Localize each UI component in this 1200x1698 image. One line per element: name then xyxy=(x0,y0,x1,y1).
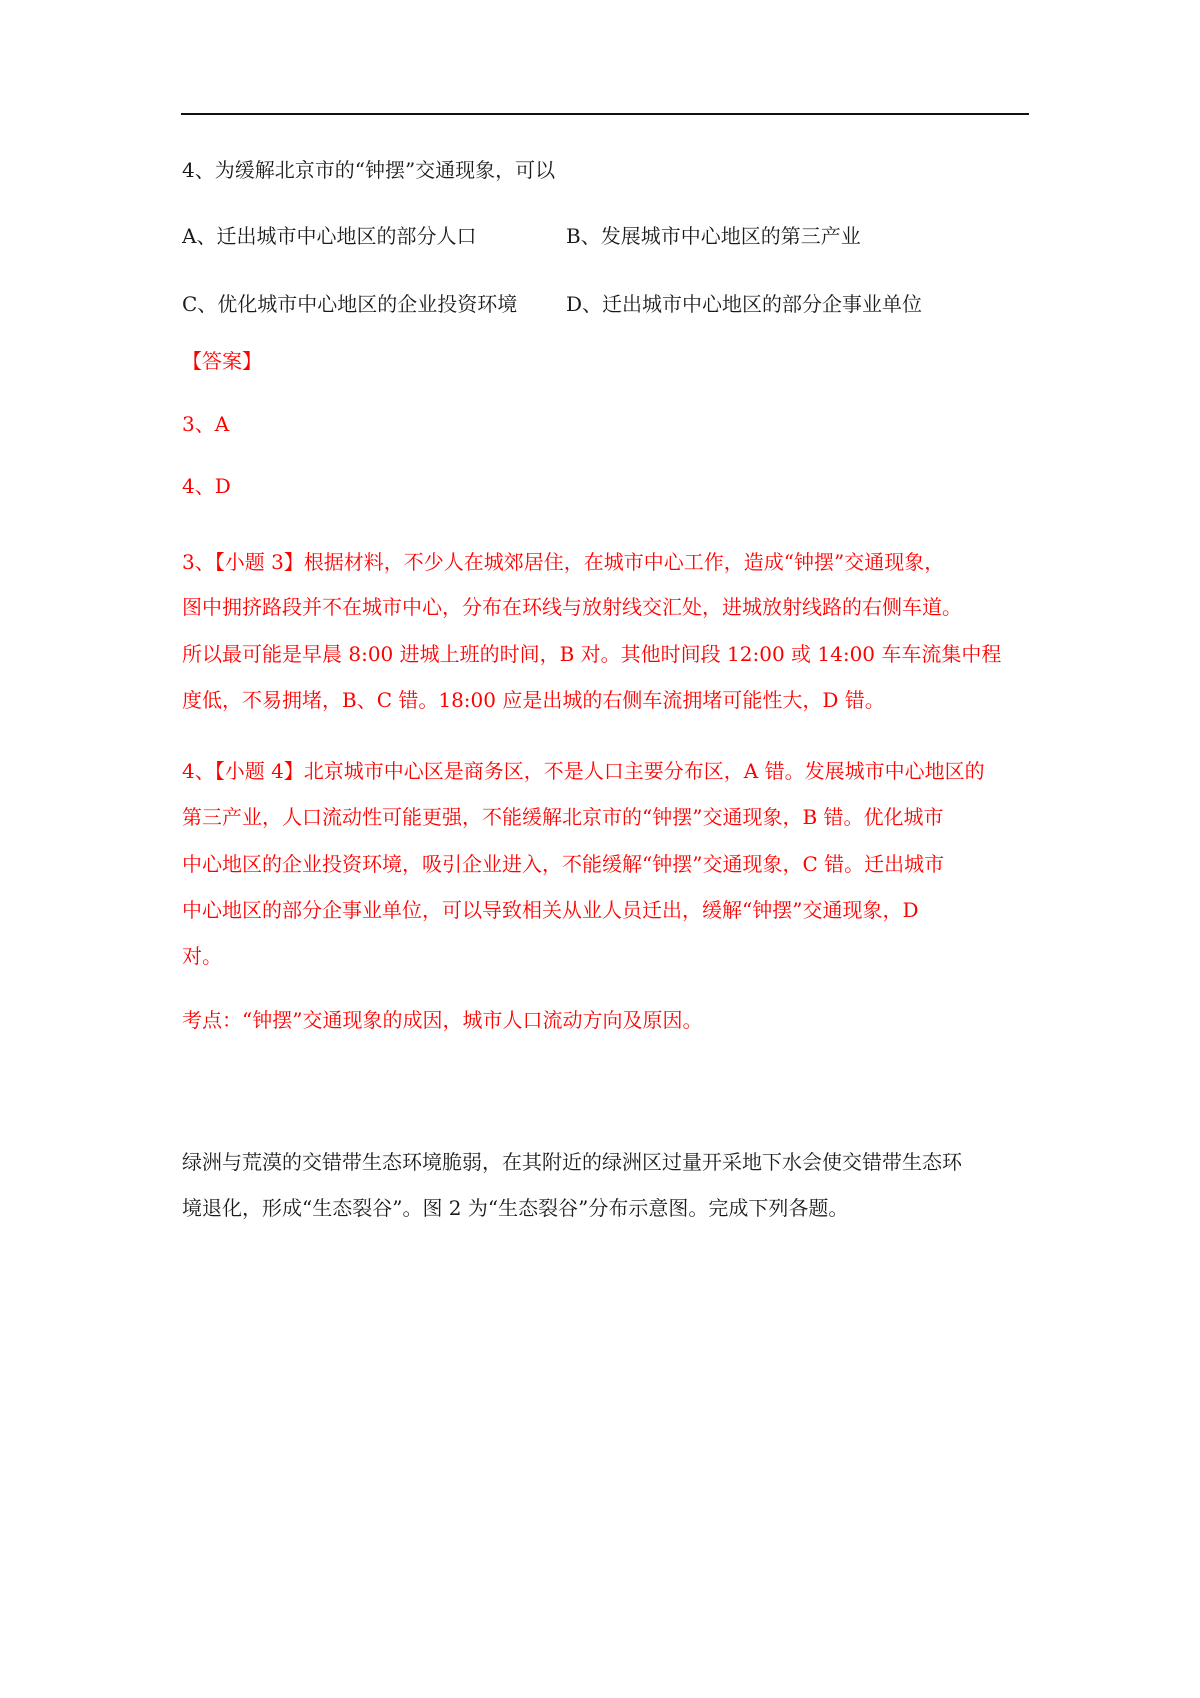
option-d: D、迁出城市中心地区的部分企事业单位 xyxy=(566,292,923,316)
kaodian-note: 考点：“钟摆”交通现象的成因，城市人口流动方向及原因。 xyxy=(182,1008,703,1032)
option-b: B、发展城市中心地区的第三产业 xyxy=(566,224,861,248)
material-line: 绿洲与荒漠的交错带生态环境脆弱，在其附近的绿洲区过量开采地下水会使交错带生态环 xyxy=(182,1150,962,1174)
option-c: C、优化城市中心地区的企业投资环境 xyxy=(182,292,518,316)
options-row-cd xyxy=(182,290,923,318)
answer-item-3: 3、A xyxy=(182,412,230,436)
explanation-4-line: 第三产业，人口流动性可能更强，不能缓解北京市的“钟摆”交通现象，B 错。优化城市 xyxy=(182,805,944,829)
question-4-stem: 4、为缓解北京市的“钟摆”交通现象，可以 xyxy=(182,158,556,182)
option-a: A、迁出城市中心地区的部分人口 xyxy=(182,224,477,248)
explanation-3-line: 图中拥挤路段并不在城市中心，分布在环线与放射线交汇处，进城放射线路的右侧车道。 xyxy=(182,595,962,619)
explanation-4-line: 4、【小题 4】北京城市中心区是商务区，不是人口主要分布区，A 错。发展城市中心地区的 xyxy=(182,759,985,783)
options-row-ab xyxy=(182,222,861,250)
explanation-4-line: 对。 xyxy=(182,944,222,968)
explanation-4-line: 中心地区的企业投资环境，吸引企业进入，不能缓解“钟摆”交通现象，C 错。迁出城市 xyxy=(182,852,945,876)
explanation-3-line: 度低，不易拥堵，B、C 错。18:00 应是出城的右侧车流拥堵可能性大，D 错。 xyxy=(182,688,885,712)
header-rule xyxy=(181,113,1029,115)
explanation-3-line: 所以最可能是早晨 8:00 进城上班的时间，B 对。其他时间段 12:00 或 14:00 车车流集中程 xyxy=(182,642,1002,666)
answer-header: 【答案】 xyxy=(182,349,262,373)
explanation-4-line: 中心地区的部分企事业单位，可以导致相关从业人员迁出，缓解“钟摆”交通现象，D xyxy=(182,898,919,922)
answer-item-4: 4、D xyxy=(182,474,231,498)
material-line: 境退化，形成“生态裂谷”。图 2 为“生态裂谷”分布示意图。完成下列各题。 xyxy=(182,1196,849,1220)
explanation-3-line: 3、【小题 3】根据材料，不少人在城郊居住，在城市中心工作，造成“钟摆”交通现象， xyxy=(182,550,945,574)
